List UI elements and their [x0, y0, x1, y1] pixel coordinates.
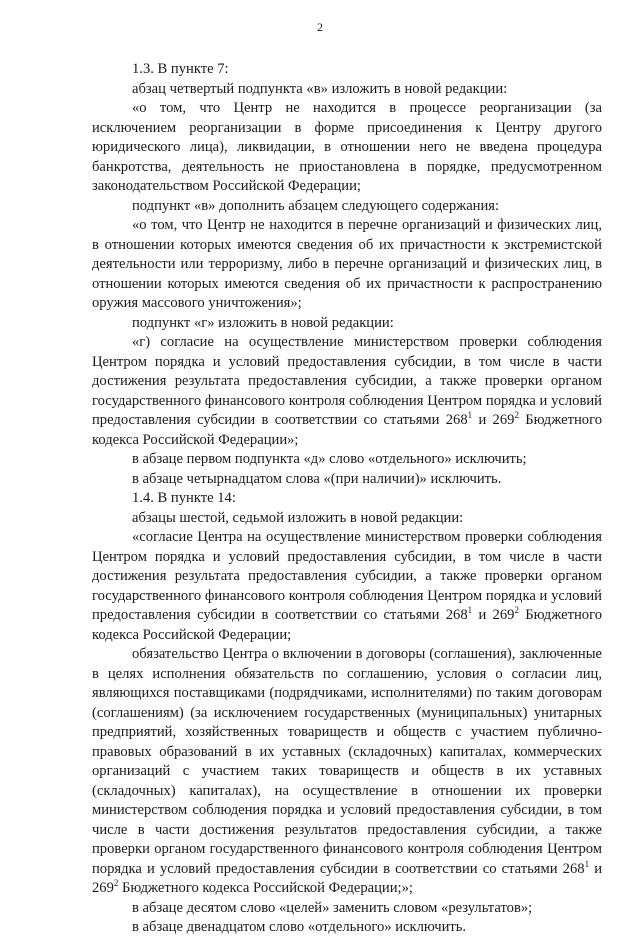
page-number: 2: [317, 20, 323, 34]
superscript: 1: [467, 410, 473, 421]
paragraph: в абзаце двенадцатом слово «отдельного» исключить.: [132, 919, 467, 935]
paragraph: обязательство Центра о включении в договоры (соглашения), заключенные в целях исполнения обязательств по соглашению, условия о согласии лиц, являющихся поставщиками (подрядчиками, исполнителями) по таким договорам (соглашениям) (за исключением государственных (муниципальных) унитарных предприятий, хозяйственных товариществ и обществ с участием публично-правовых образований в их уставных (складочных) капиталах, коммерческих организаций с участием таких товариществ и обществ в их уставных (складочных) капиталах), на осуществление в отношении их проверки министерством соблюдения порядка и условий предоставления субсидии, в том числе в части достижения результатов предоставления субсидии, а также проверки органом государственного финансового контроля соблюдения Центром порядка и условий предоставления субсидии в соответствии со статьями $268^1$ и $269^2$ Бюджетного кодекса Российской Федерации;»;: [92, 646, 602, 896]
superscript: 2: [514, 605, 519, 616]
paragraph: «о том, что Центр не находится в перечне организаций и физических лиц, в отношении которых имеются сведения об их причастности к экстремистской деятельности или терроризму, либо в перечне организаций и физических лиц, в отношении которых имеются сведения об их причастности к распространению оружия массового уничтожения»;: [92, 217, 602, 311]
paragraph-1-3-heading: 1.3. В пункте 7:: [132, 61, 229, 77]
paragraph: «о том, что Центр не находится в процессе реорганизации (за исключением реорганизации в форме присоединения к Центру другого юридического лица), ликвидации, в отношении него не введена процедура банкротства, деятельность не приостановлена в порядке, предусмотренном законодательством Российской Федерации;: [92, 100, 602, 194]
paragraph: «г) согласие на осуществление министерством проверки соблюдения Центром порядка и условий предоставления субсидии, в том числе в части достижения результата предоставления субсидии, а также проверки органом государственного финансового контроля соблюдения Центром порядка и условий предоставления субсидии в соответствии со статьями $268^1$ и $269^2$ Бюджетного кодекса Российской Федерации»;: [92, 334, 602, 448]
paragraph: в абзаце десятом слово «целей» заменить словом «результатов»;: [132, 899, 533, 916]
superscript: 1: [584, 858, 590, 869]
superscript: 1: [467, 605, 473, 616]
paragraph: «согласие Центра на осуществление министерством проверки соблюдения Центром порядка и условий предоставления субсидии, в том числе в части достижения результата предоставления субсидии, а также проверки органом государственного финансового контроля соблюдения Центром порядка и условий предоставления субсидии в соответствии со статьями $268^1$ и $269^2$ Бюджетного кодекса Российской Федерации;: [92, 529, 602, 643]
paragraph: абзацы шестой, седьмой изложить в новой редакции:: [132, 509, 464, 526]
paragraph: подпункт «в» дополнить абзацем следующего содержания:: [132, 197, 500, 214]
superscript: 2: [514, 410, 519, 421]
paragraph: абзац четвертый подпункта «в» изложить в новой редакции:: [132, 80, 508, 97]
paragraph-1-4-heading: 1.4. В пункте 14:: [132, 490, 236, 506]
paragraph: в абзаце четырнадцатом слова «(при наличии)» исключить.: [132, 470, 502, 487]
paragraph: подпункт «г» изложить в новой редакции:: [132, 314, 394, 331]
document-body: [92, 60, 602, 938]
superscript: 2: [113, 878, 119, 889]
paragraph: в абзаце первом подпункта «д» слово «отдельного» исключить;: [132, 451, 527, 467]
